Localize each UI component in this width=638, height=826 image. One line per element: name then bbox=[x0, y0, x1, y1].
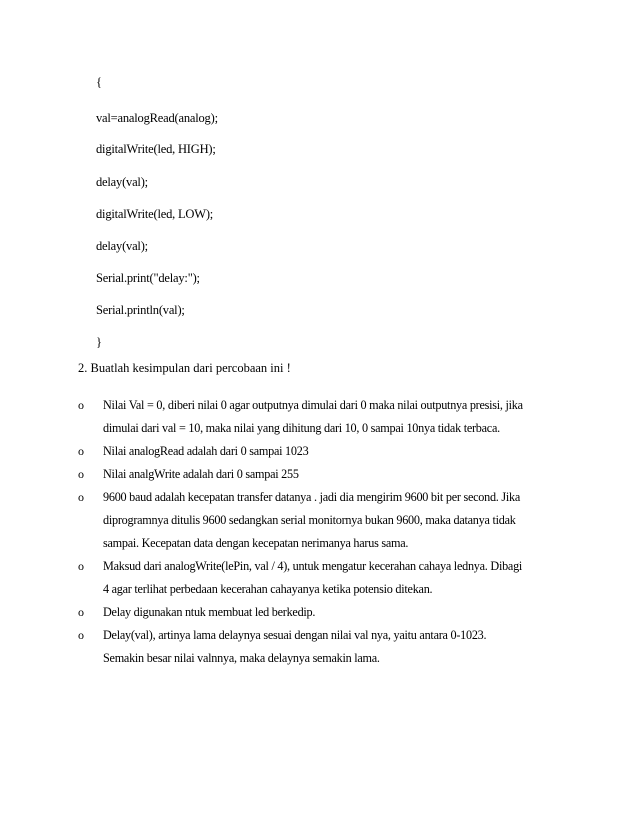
list-item-text: Nilai analgWrite adalah dari 0 sampai 255 bbox=[103, 467, 299, 481]
code-line-delay-2: delay(val); bbox=[96, 239, 148, 253]
code-line-open-brace: { bbox=[96, 75, 102, 89]
bullet-marker: o bbox=[78, 398, 84, 412]
bullet-marker: o bbox=[78, 628, 84, 642]
list-item bbox=[78, 440, 578, 463]
list-item-text: sampai. Kecepatan data dengan kecepatan nerimanya harus sama. bbox=[103, 536, 409, 550]
conclusion-list bbox=[78, 394, 578, 670]
code-line-serial-print: Serial.print("delay:"); bbox=[96, 271, 200, 285]
section-heading: 2. Buatlah kesimpulan dari percobaan ini ! bbox=[78, 361, 291, 375]
list-item-text: Nilai analogRead adalah dari 0 sampai 1023 bbox=[103, 444, 309, 458]
list-item bbox=[78, 463, 578, 486]
bullet-marker: o bbox=[78, 490, 84, 504]
list-item bbox=[78, 394, 578, 440]
list-item bbox=[78, 555, 578, 601]
list-item bbox=[78, 486, 578, 555]
code-line-digital-write-high: digitalWrite(led, HIGH); bbox=[96, 142, 216, 156]
list-item-text: dimulai dari val = 10, maka nilai yang dihitung dari 10, 0 sampai 10nya tidak terbaca. bbox=[103, 421, 500, 435]
list-item-text: 9600 baud adalah kecepatan transfer datanya . jadi dia mengirim 9600 bit per second. Jika bbox=[103, 490, 521, 504]
code-line-serial-println: Serial.println(val); bbox=[96, 303, 185, 317]
code-line-close-brace: } bbox=[96, 335, 102, 349]
list-item-text: Delay digunakan ntuk membuat led berkedip. bbox=[103, 605, 316, 619]
list-item-text: 4 agar terlihat perbedaan kecerahan cahayanya ketika potensio ditekan. bbox=[103, 582, 433, 596]
code-line-analog-read: val=analogRead(analog); bbox=[96, 111, 218, 125]
bullet-marker: o bbox=[78, 467, 84, 481]
list-item-text: Nilai Val = 0, diberi nilai 0 agar outputnya dimulai dari 0 maka nilai outputnya presisi, jika bbox=[103, 398, 523, 412]
list-item bbox=[78, 601, 578, 624]
list-item-text: diprogramnya ditulis 9600 sedangkan serial monitornya bukan 9600, maka datanya tidak bbox=[103, 513, 516, 527]
list-item bbox=[78, 624, 578, 670]
code-line-delay-1: delay(val); bbox=[96, 175, 148, 189]
bullet-marker: o bbox=[78, 444, 84, 458]
list-item-text: Delay(val), artinya lama delaynya sesuai dengan nilai val nya, yaitu antara 0-1023. bbox=[103, 628, 487, 642]
bullet-marker: o bbox=[78, 605, 84, 619]
code-line-digital-write-low: digitalWrite(led, LOW); bbox=[96, 207, 214, 221]
bullet-marker: o bbox=[78, 559, 84, 573]
list-item-text: Semakin besar nilai valnnya, maka delaynya semakin lama. bbox=[103, 651, 380, 665]
list-item-text: Maksud dari analogWrite(lePin, val / 4), untuk mengatur kecerahan cahaya lednya. Dibagi bbox=[103, 559, 523, 573]
